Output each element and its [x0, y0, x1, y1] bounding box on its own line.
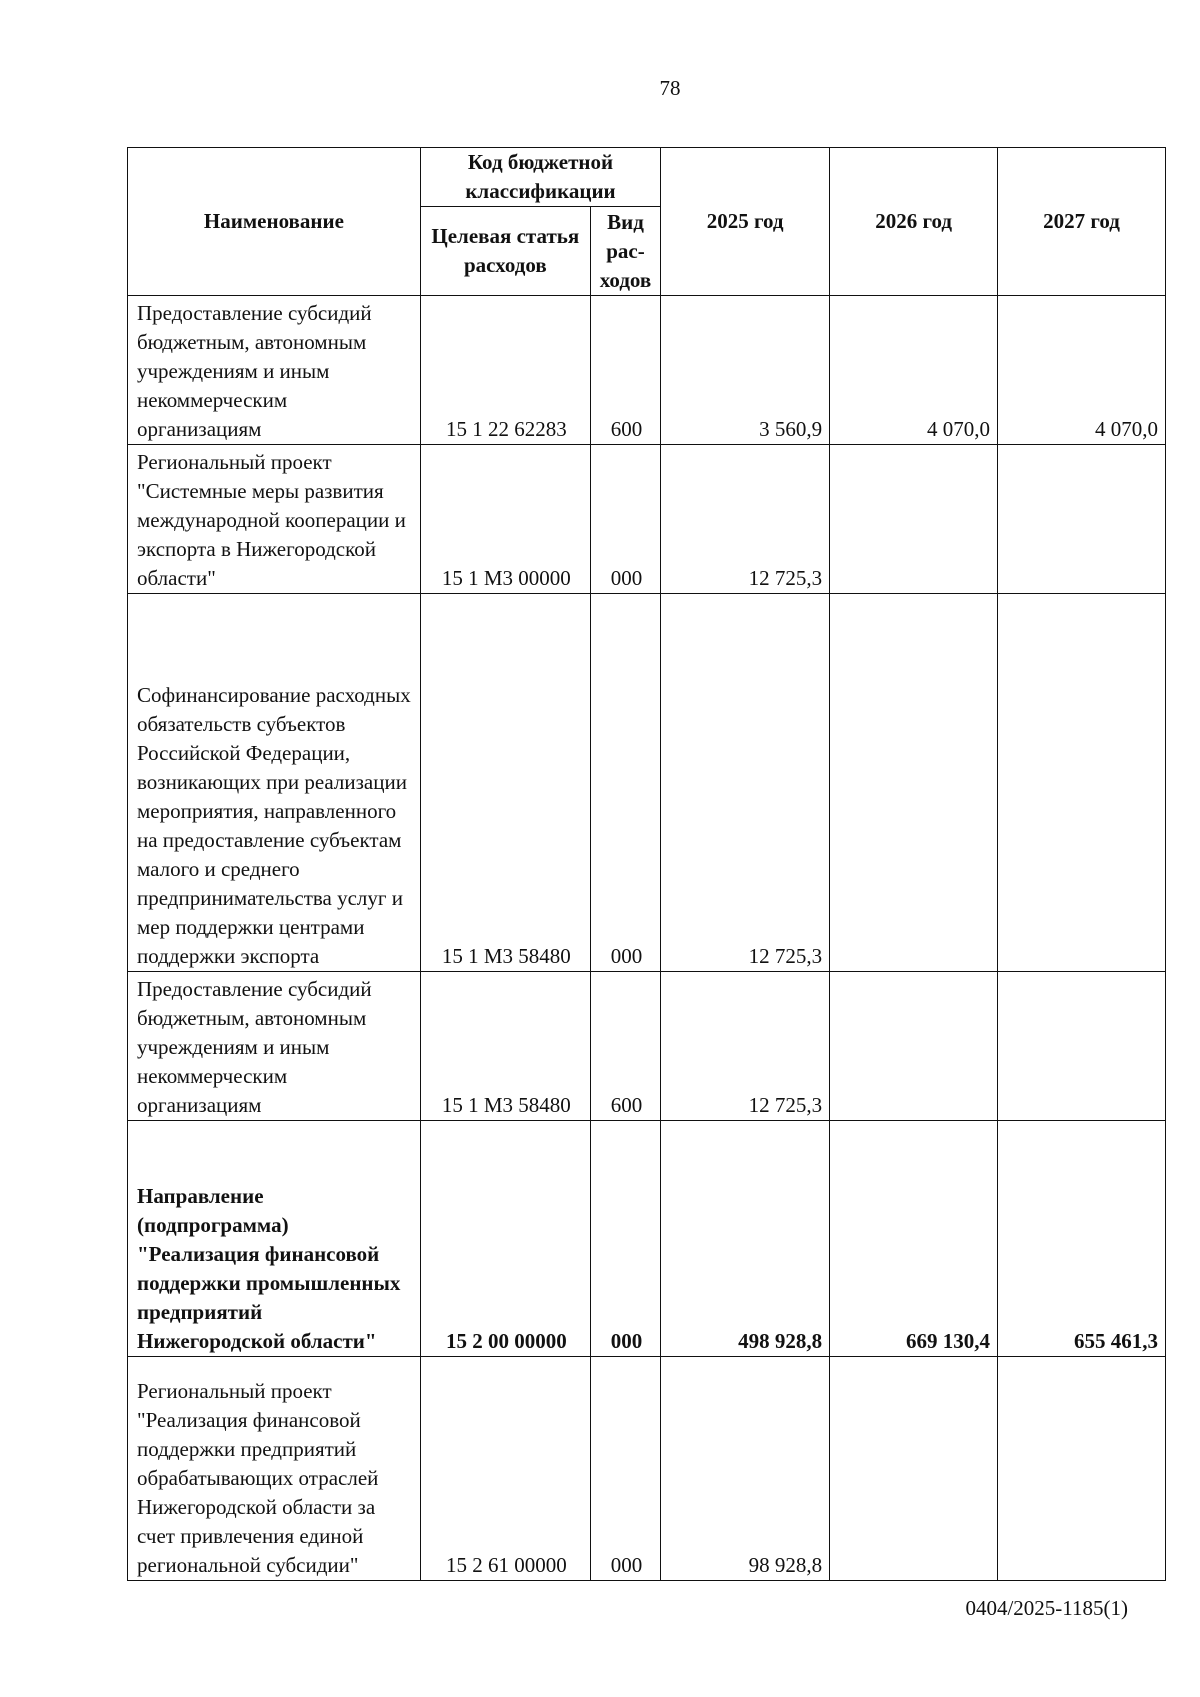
row-2025: 12 725,3	[661, 972, 830, 1121]
row-code: 15 1 М3 58480	[420, 594, 590, 972]
row-code: 15 2 00 00000	[420, 1121, 590, 1357]
table-row	[128, 594, 1166, 972]
row-2027	[998, 594, 1166, 972]
row-2027	[998, 972, 1166, 1121]
row-2027: 4 070,0	[998, 296, 1166, 445]
header-kind: Вид рас-ходов	[590, 207, 660, 296]
row-name: Софинансирование расходных обязательств субъектов Российской Федерации, возникающих при реализации мероприятия, направленного на предоставление субъектам малого и среднего предпринимательства услуг и мер поддержки центрами поддержки экспорта	[128, 594, 421, 972]
row-2025: 98 928,8	[661, 1357, 830, 1581]
table-row	[128, 972, 1166, 1121]
row-kind: 000	[590, 1357, 660, 1581]
row-code: 15 1 М3 58480	[420, 972, 590, 1121]
row-code: 15 1 М3 00000	[420, 445, 590, 594]
row-2025: 12 725,3	[661, 445, 830, 594]
row-name: Предоставление субсидий бюджетным, автономным учреждениям и иным некоммерческим организациям	[128, 972, 421, 1121]
row-kind: 600	[590, 972, 660, 1121]
header-target: Целевая статья расходов	[420, 207, 590, 296]
table-row	[128, 445, 1166, 594]
header-name: Наименование	[128, 148, 421, 296]
document-code: 0404/2025-1185(1)	[965, 1596, 1128, 1620]
row-name: Региональный проект "Системные меры развития международной кооперации и экспорта в Нижегородской области"	[128, 445, 421, 594]
row-2026	[830, 972, 998, 1121]
row-code: 15 1 22 62283	[420, 296, 590, 445]
header-2025: 2025 год	[661, 148, 830, 296]
row-kind: 000	[590, 445, 660, 594]
table-row	[128, 296, 1166, 445]
header-code-group: Код бюджетной классификации	[420, 148, 660, 207]
row-2025: 498 928,8	[661, 1121, 830, 1357]
table-row	[128, 1121, 1166, 1357]
row-2027: 655 461,3	[998, 1121, 1166, 1357]
row-2026	[830, 1357, 998, 1581]
row-2025: 12 725,3	[661, 594, 830, 972]
row-2026	[830, 445, 998, 594]
row-2026	[830, 594, 998, 972]
header-2026: 2026 год	[830, 148, 998, 296]
row-2026: 4 070,0	[830, 296, 998, 445]
row-2027	[998, 1357, 1166, 1581]
row-name: Предоставление субсидий бюджетным, автономным учреждениям и иным некоммерческим организациям	[128, 296, 421, 445]
row-kind: 000	[590, 1121, 660, 1357]
row-name: Направление (подпрограмма) "Реализация финансовой поддержки промышленных предприятий Нижегородской области"	[128, 1121, 421, 1357]
row-name: Региональный проект "Реализация финансовой поддержки предприятий обрабатывающих отраслей Нижегородской области за счет привлечения единой региональной субсидии"	[128, 1357, 421, 1581]
page-number: 78	[659, 76, 681, 100]
row-kind: 600	[590, 296, 660, 445]
row-kind: 000	[590, 594, 660, 972]
row-code: 15 2 61 00000	[420, 1357, 590, 1581]
table-row	[128, 1357, 1166, 1581]
row-2025: 3 560,9	[661, 296, 830, 445]
budget-table	[127, 147, 1166, 1581]
header-2027: 2027 год	[998, 148, 1166, 296]
row-2026: 669 130,4	[830, 1121, 998, 1357]
row-2027	[998, 445, 1166, 594]
